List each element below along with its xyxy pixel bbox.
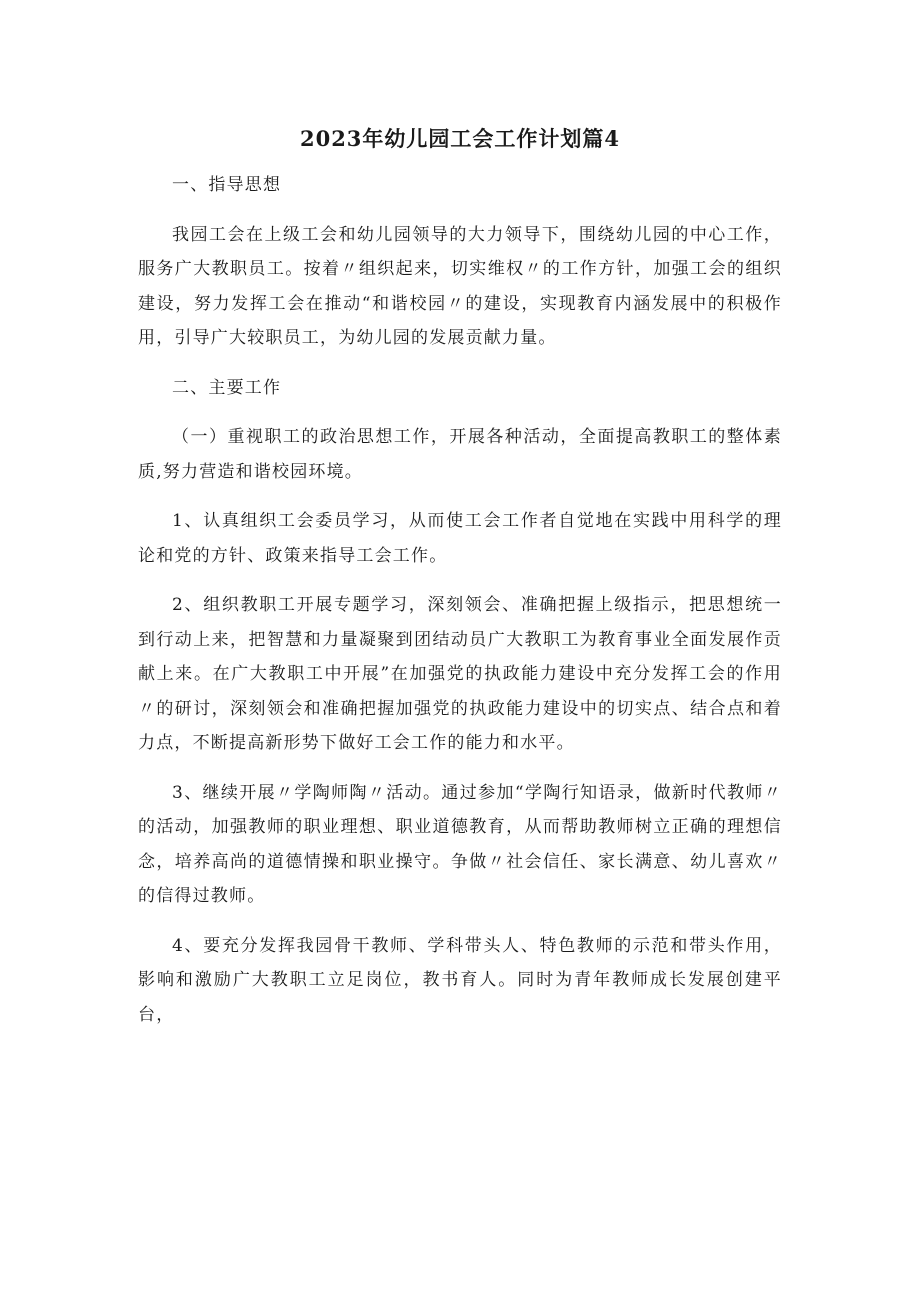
paragraph-guiding-ideology: 我园工会在上级工会和幼儿园领导的大力领导下，围绕幼儿园的中心工作，服务广大教职员工。按着〃组织起来，切实维权〃的工作方针，加强工会的组织建设，努力发挥工会在推动“和谐校园〃的建设，实现教育内涵发展中的积极作用，引导广大较职员工，为幼儿园的发展贡献力量。 (138, 224, 782, 348)
paragraph-item-3: 3、继续开展〃学陶师陶〃活动。通过参加“学陶行知语录，做新时代教师〃的活动，加强教师的职业理想、职业道德教育，从而帮助教师树立正确的理想信念，培养高尚的道德情操和职业操守。争做〃社会信任、家长满意、幼儿喜欢〃的信得过教师。 (138, 782, 782, 906)
paragraph-item-1: 1、认真组织工会委员学习，从而使工会工作者自觉地在实践中用科学的理论和党的方针、政策来指导工会工作。 (138, 511, 782, 566)
paragraph-item-2: 2、组织教职工开展专题学习，深刻领会、准确把握上级指示，把思想统一到行动上来，把智慧和力量凝聚到团结动员广大教职工为教育事业全面发展作贡献上来。在广大教职工中开展”在加强党的执政能力建设中充分发挥工会的作用〃的研讨，深刻领会和准确把握加强党的执政能力建设中的切实点、结合点和着力点，不断提高新形势下做好工会工作的能力和水平。 (138, 595, 782, 753)
section-heading-guiding-ideology: 一、指导思想 (172, 175, 282, 195)
document-title: 2023年幼儿园工会工作计划篇4 (299, 126, 621, 151)
section-heading-main-work: 二、主要工作 (172, 377, 282, 398)
paragraph-item-4: 4、要充分发挥我园骨干教师、学科带头人、特色教师的示范和带头作用，影响和激励广大教职工立足岗位，教书育人。同时为青年教师成长发展创建平台， (138, 935, 782, 1025)
paragraph-subsection-1: （一）重视职工的政治思想工作，开展各种活动，全面提高教职工的整体素质,努力营造和谐校园环境。 (138, 427, 782, 482)
